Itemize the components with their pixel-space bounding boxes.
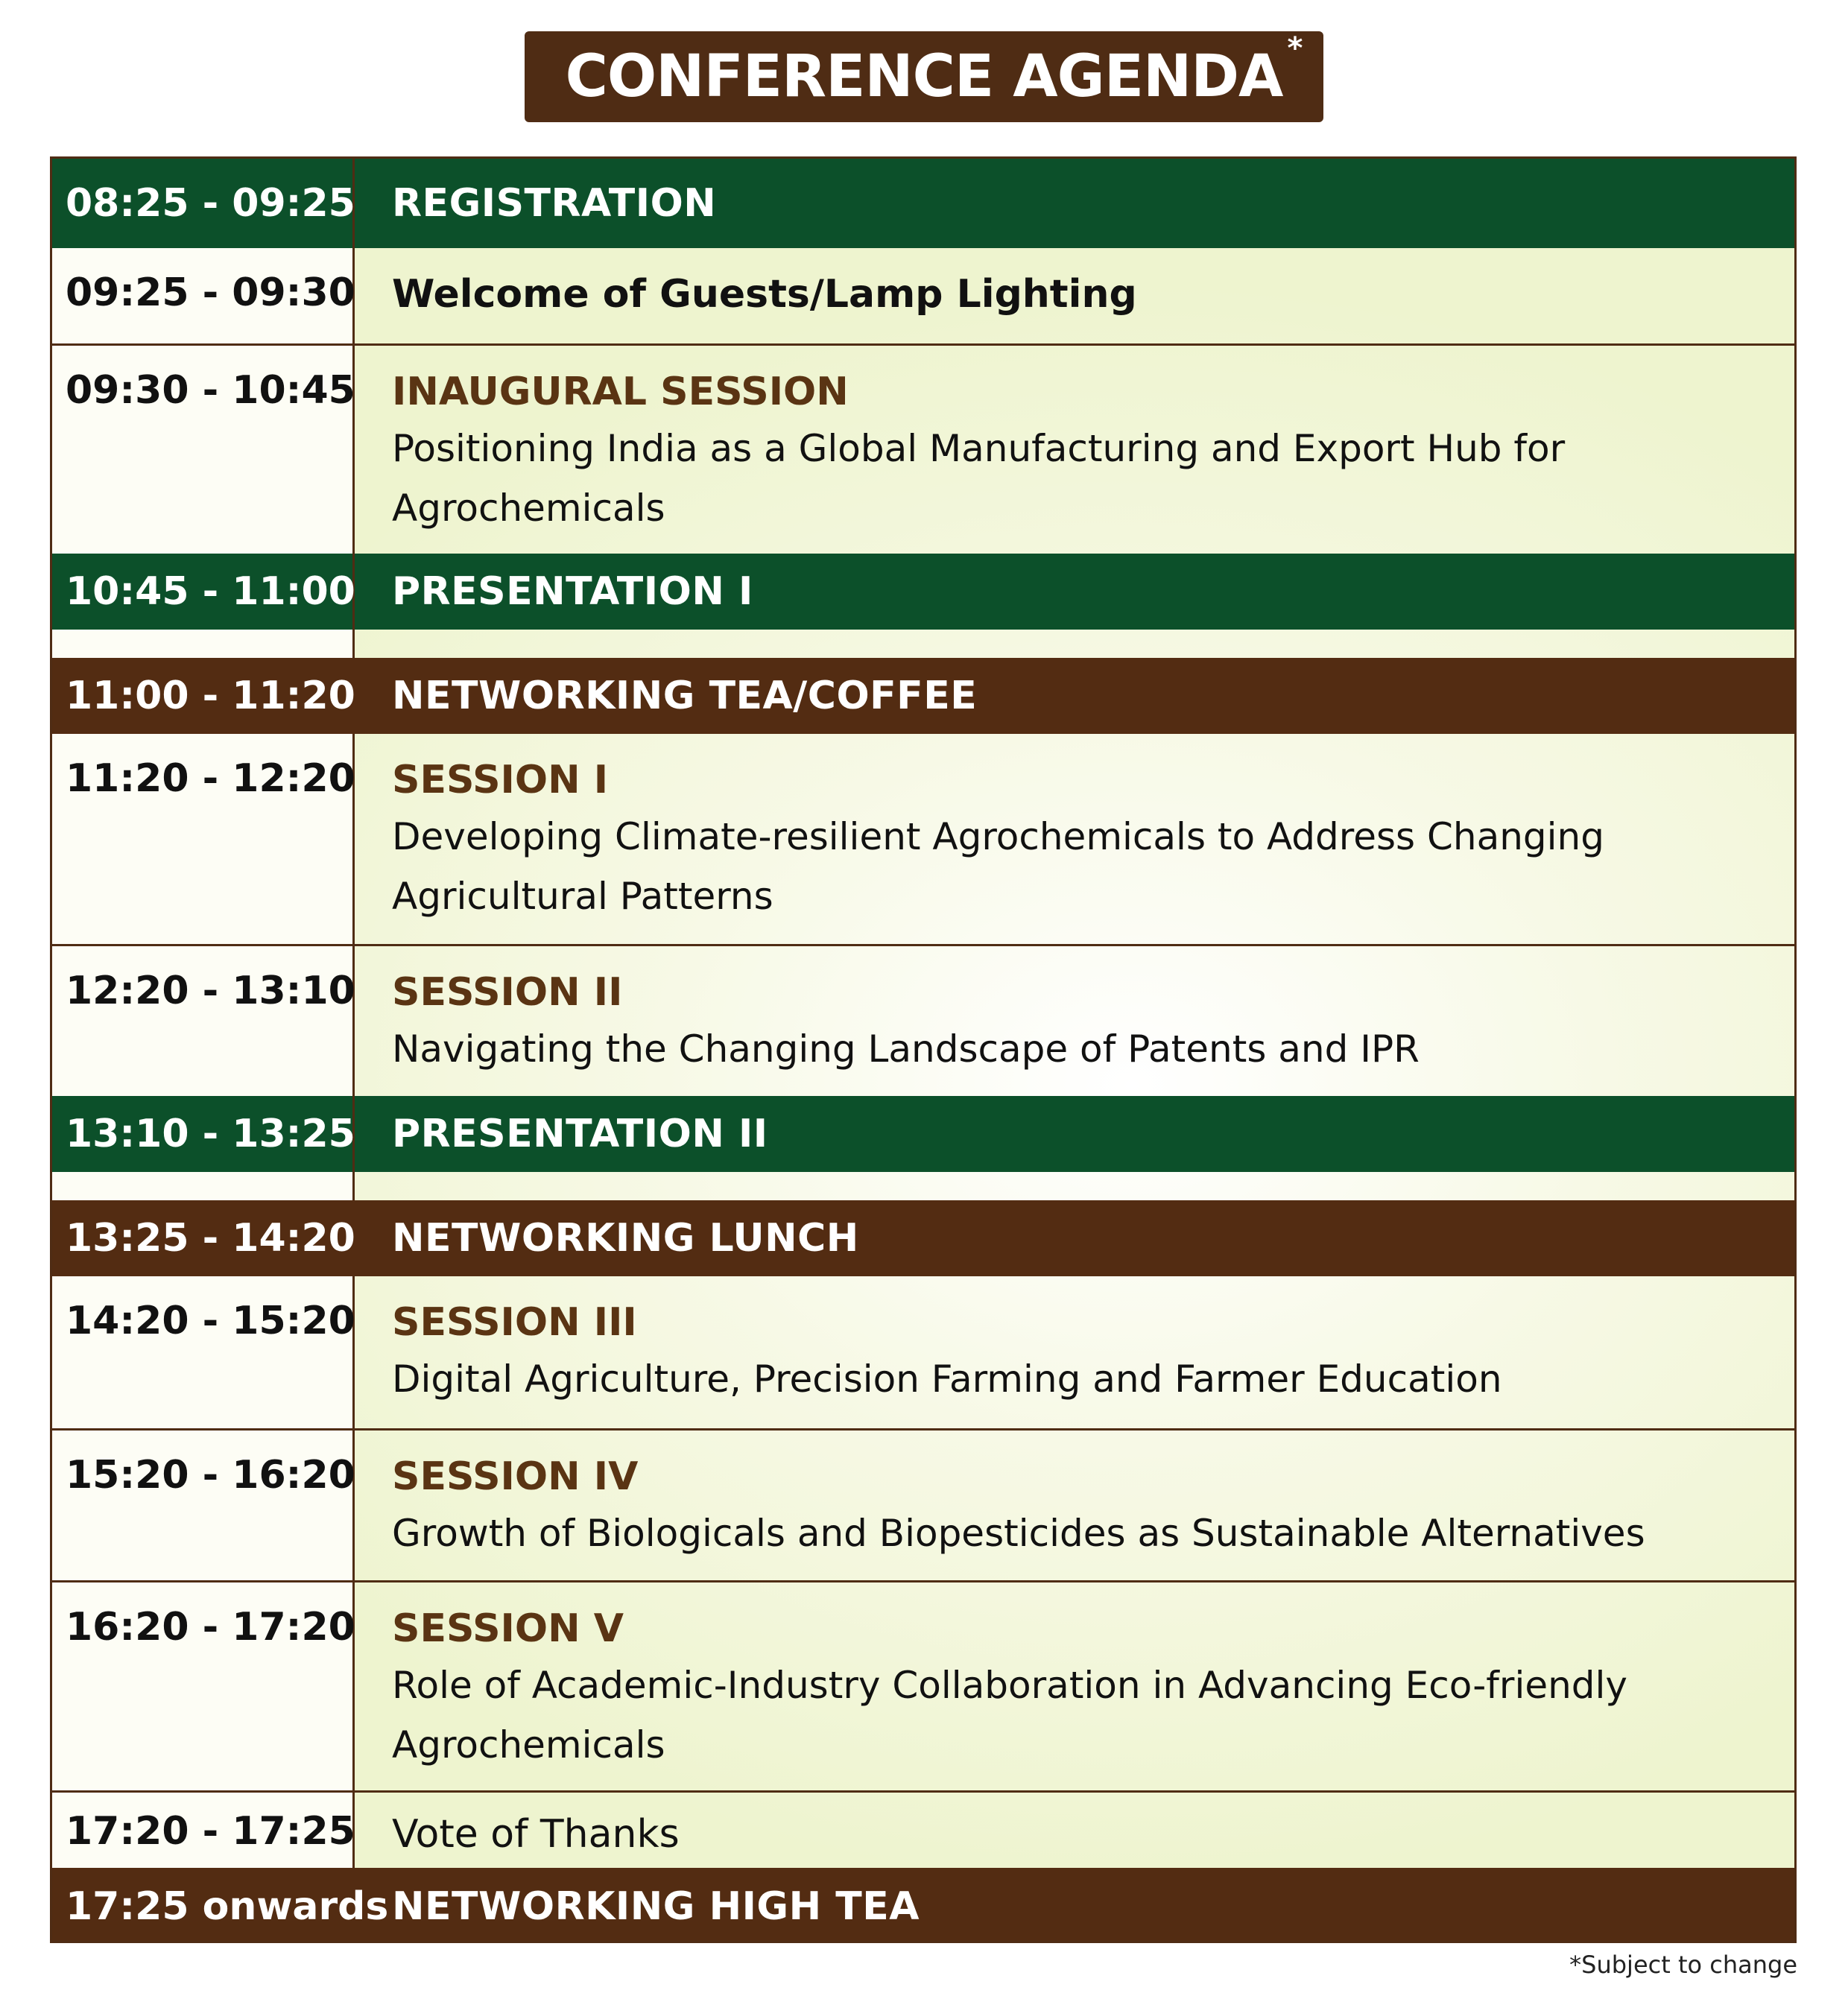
session-description <box>392 1656 1794 1775</box>
row-title: PRESENTATION II <box>392 1112 768 1156</box>
agenda-spacer-row <box>52 1172 1794 1200</box>
title-asterisk: * <box>1287 31 1303 66</box>
page-title-text: CONFERENCE AGENDA <box>565 43 1283 110</box>
agenda-row-session-5 <box>52 1580 1794 1790</box>
session-description-line: Agrochemicals <box>392 487 665 530</box>
time-cell: 17:20 - 17:25 <box>52 1793 355 1868</box>
session-description-line: Agricultural Patterns <box>392 875 773 918</box>
content-cell <box>355 1276 1794 1428</box>
agenda-row-session-1 <box>52 734 1794 944</box>
content-cell <box>355 1793 1794 1868</box>
content-cell <box>355 346 1794 554</box>
page-title <box>565 31 1303 110</box>
content-cell <box>355 946 1794 1096</box>
agenda-row-presentation-2 <box>52 1096 1794 1172</box>
row-title: NETWORKING LUNCH <box>392 1216 859 1261</box>
agenda-row-networking-lunch <box>52 1200 1794 1276</box>
session-description <box>392 1349 1794 1409</box>
session-description-line: Role of Academic-Industry Collaboration in Advancing Eco-friendly <box>392 1664 1628 1707</box>
agenda-row-welcome <box>52 248 1794 343</box>
content-cell <box>355 1096 1794 1172</box>
agenda-spacer-row <box>52 630 1794 658</box>
content-cell <box>355 658 1794 734</box>
row-title: Welcome of Guests/Lamp Lighting <box>392 272 1137 317</box>
session-description-line: Navigating the Changing Landscape of Patents and IPR <box>392 1027 1420 1071</box>
session-description-line: Developing Climate-resilient Agrochemicals to Address Changing <box>392 815 1604 858</box>
session-label: SESSION V <box>392 1606 624 1651</box>
agenda-row-networking-tea <box>52 658 1794 734</box>
content-cell <box>355 248 1794 343</box>
time-cell: 17:25 onwards <box>66 1884 389 1929</box>
time-cell: 09:30 - 10:45 <box>52 346 355 554</box>
time-cell: 16:20 - 17:20 <box>52 1582 355 1790</box>
time-cell: 13:10 - 13:25 <box>52 1096 355 1172</box>
time-cell-empty <box>52 1172 355 1200</box>
agenda-row-presentation-1 <box>52 554 1794 630</box>
agenda-row-registration <box>52 159 1794 248</box>
content-cell <box>355 1431 1794 1580</box>
agenda-table <box>50 156 1797 1943</box>
agenda-row-session-4 <box>52 1428 1794 1580</box>
row-title: NETWORKING HIGH TEA <box>392 1884 920 1929</box>
agenda-title-banner <box>525 31 1323 122</box>
session-description-line: Positioning India as a Global Manufacturing and Export Hub for <box>392 427 1566 470</box>
session-description <box>392 807 1794 926</box>
content-cell <box>355 1582 1794 1790</box>
time-cell: 10:45 - 11:00 <box>52 554 355 630</box>
time-cell-empty <box>52 630 355 658</box>
content-cell <box>355 554 1794 630</box>
agenda-row-networking-high-tea <box>52 1868 1794 1943</box>
row-title: NETWORKING TEA/COFFEE <box>392 674 978 718</box>
time-cell: 11:20 - 12:20 <box>52 734 355 944</box>
time-cell: 08:25 - 09:25 <box>52 159 355 248</box>
session-label: SESSION III <box>392 1300 637 1345</box>
session-description-line: Agrochemicals <box>392 1723 665 1767</box>
time-cell: 11:00 - 11:20 <box>66 674 355 718</box>
session-description-line: Digital Agriculture, Precision Farming and Farmer Education <box>392 1357 1502 1401</box>
session-description <box>392 419 1794 538</box>
session-label: SESSION IV <box>392 1454 639 1499</box>
time-cell: 14:20 - 15:20 <box>52 1276 355 1428</box>
footnote: *Subject to change <box>1569 1951 1797 1979</box>
agenda-row-session-2 <box>52 944 1794 1096</box>
session-label: INAUGURAL SESSION <box>392 370 849 414</box>
session-label: SESSION I <box>392 758 609 802</box>
agenda-row-inaugural-session <box>52 343 1794 554</box>
session-description <box>392 1019 1794 1079</box>
content-cell <box>355 1868 1794 1943</box>
time-cell: 09:25 - 09:30 <box>52 248 355 343</box>
agenda-row-session-3 <box>52 1276 1794 1428</box>
session-description <box>392 1504 1794 1563</box>
time-cell: 15:20 - 16:20 <box>52 1431 355 1580</box>
content-cell <box>355 1200 1794 1276</box>
time-cell: 13:25 - 14:20 <box>66 1216 355 1261</box>
time-cell: 12:20 - 13:10 <box>52 946 355 1096</box>
content-cell <box>355 159 1794 248</box>
content-cell <box>355 734 1794 944</box>
row-title: Vote of Thanks <box>392 1812 680 1857</box>
row-title: REGISTRATION <box>392 181 717 226</box>
session-label: SESSION II <box>392 970 623 1015</box>
agenda-row-vote-of-thanks <box>52 1790 1794 1868</box>
row-title: PRESENTATION I <box>392 569 753 614</box>
session-description-line: Growth of Biologicals and Biopesticides as Sustainable Alternatives <box>392 1512 1645 1555</box>
